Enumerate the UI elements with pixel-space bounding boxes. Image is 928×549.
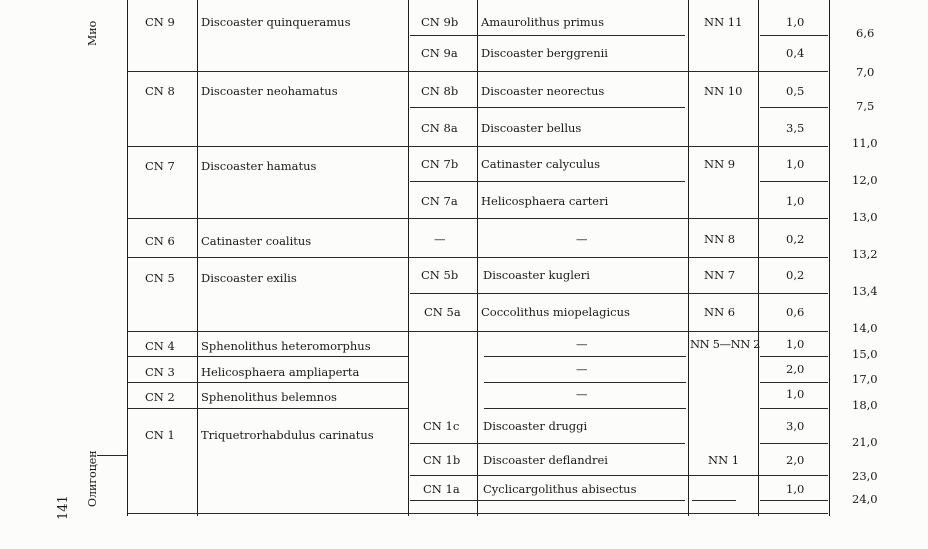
age-value: 23,0 — [852, 469, 878, 483]
subzone-marker: Discoaster kugleri — [483, 268, 590, 282]
subzone-code: CN 5b — [421, 268, 459, 282]
duration: 2,0 — [786, 453, 805, 467]
cn-zone: CN 5 — [145, 271, 175, 285]
duration: 3,0 — [786, 419, 805, 433]
duration: 1,0 — [786, 157, 805, 171]
subzone-marker: Discoaster berggrenii — [481, 46, 608, 60]
age-value: 11,0 — [852, 136, 878, 150]
column-rule — [127, 0, 128, 516]
duration: 0,2 — [786, 232, 805, 246]
subzone-marker: — — [576, 232, 588, 246]
row-rule — [484, 356, 686, 357]
duration: 0,5 — [786, 84, 805, 98]
cn-zone: CN 2 — [145, 390, 175, 404]
age-value: 24,0 — [852, 492, 878, 506]
row-rule — [128, 356, 408, 357]
row-rule — [410, 500, 685, 501]
cn-zone-marker: Triquetrorhabdulus carinatus — [201, 428, 374, 442]
age-value: 7,0 — [856, 65, 875, 79]
cn-zone: CN 3 — [145, 365, 175, 379]
row-rule — [410, 293, 828, 294]
column-rule — [408, 0, 409, 516]
cn-zone-marker: Sphenolithus heteromorphus — [201, 339, 371, 353]
row-rule — [760, 356, 828, 357]
column-rule — [688, 0, 689, 516]
row-rule — [760, 382, 828, 383]
subzone-marker: Catinaster calyculus — [481, 157, 601, 171]
duration: 1,0 — [786, 194, 805, 208]
cn-zone-marker: Discoaster quinqueramus — [201, 15, 351, 29]
epoch-label-oligocene: Олигоцен — [86, 450, 99, 507]
column-rule — [758, 0, 759, 516]
row-rule — [760, 408, 828, 409]
duration: 2,0 — [786, 362, 805, 376]
row-rule — [410, 107, 685, 108]
subzone-marker: Helicosphaera carteri — [481, 194, 609, 208]
nn-zone: NN 7 — [704, 268, 736, 282]
row-rule — [128, 218, 828, 219]
subzone-marker: Discoaster bellus — [481, 121, 582, 135]
subzone-code: CN 7a — [421, 194, 458, 208]
cn-zone-marker: Discoaster neohamatus — [201, 84, 338, 98]
row-rule — [760, 181, 828, 182]
duration: 0,2 — [786, 268, 805, 282]
subzone-code: CN 9a — [421, 46, 458, 60]
duration: 1,0 — [786, 387, 805, 401]
row-rule — [410, 181, 685, 182]
row-rule — [760, 443, 828, 444]
row-rule — [410, 475, 828, 476]
subzone-marker: — — [576, 337, 588, 351]
row-rule — [128, 146, 828, 147]
subzone-marker: Cyclicargolithus abisectus — [483, 482, 637, 496]
subzone-code: CN 1c — [423, 419, 460, 433]
subzone-marker: — — [576, 387, 588, 401]
age-value: 14,0 — [852, 321, 878, 335]
subzone-code: — — [434, 232, 446, 246]
duration: 1,0 — [786, 15, 805, 29]
row-rule — [128, 257, 828, 258]
subzone-code: CN 1a — [423, 482, 460, 496]
epoch-boundary — [97, 455, 127, 456]
nn-zone: NN 11 — [704, 15, 743, 29]
nn-zone: NN 1 — [708, 453, 740, 467]
cn-zone: CN 4 — [145, 339, 175, 353]
row-rule — [692, 500, 736, 501]
duration: 0,6 — [786, 305, 805, 319]
subzone-marker: Discoaster deflandrei — [483, 453, 608, 467]
cn-zone: CN 7 — [145, 159, 175, 173]
duration: 1,0 — [786, 482, 805, 496]
nn-zone: NN 6 — [704, 305, 736, 319]
row-rule — [128, 331, 828, 332]
nn-zone: NN 8 — [704, 232, 736, 246]
duration: 3,5 — [786, 121, 805, 135]
subzone-code: CN 8a — [421, 121, 458, 135]
cn-zone: CN 8 — [145, 84, 175, 98]
cn-zone-marker: Discoaster exilis — [201, 271, 297, 285]
row-rule — [484, 382, 686, 383]
row-rule — [410, 443, 685, 444]
column-rule — [477, 0, 478, 516]
age-value: 21,0 — [852, 435, 878, 449]
cn-zone-marker: Catinaster coalitus — [201, 234, 312, 248]
page-number: 141 — [56, 495, 71, 520]
row-rule — [128, 513, 828, 514]
row-rule — [410, 35, 685, 36]
nn-zone: NN 5—NN 2 — [690, 337, 761, 351]
cn-zone-marker: Sphenolithus belemnos — [201, 390, 337, 404]
subzone-marker: Coccolithus miopelagicus — [481, 305, 630, 319]
column-rule — [829, 0, 830, 516]
age-value: 7,5 — [856, 99, 875, 113]
epoch-label-miocene: Мио — [86, 20, 99, 46]
subzone-code: CN 5a — [424, 305, 461, 319]
nn-zone: NN 9 — [704, 157, 736, 171]
subzone-marker: — — [576, 362, 588, 376]
row-rule — [484, 408, 686, 409]
cn-zone: CN 9 — [145, 15, 175, 29]
subzone-marker: Amaurolithus primus — [481, 15, 604, 29]
subzone-code: CN 1b — [423, 453, 461, 467]
age-value: 18,0 — [852, 398, 878, 412]
row-rule — [128, 408, 408, 409]
row-rule — [760, 107, 828, 108]
duration: 0,4 — [786, 46, 805, 60]
cn-zone: CN 1 — [145, 428, 175, 442]
age-value: 12,0 — [852, 173, 878, 187]
row-rule — [760, 35, 828, 36]
row-rule — [760, 500, 828, 501]
subzone-code: CN 7b — [421, 157, 459, 171]
subzone-marker: Discoaster druggi — [483, 419, 588, 433]
row-rule — [128, 382, 408, 383]
cn-zone-marker: Discoaster hamatus — [201, 159, 317, 173]
age-value: 15,0 — [852, 347, 878, 361]
row-rule — [128, 71, 828, 72]
cn-zone: CN 6 — [145, 234, 175, 248]
subzone-marker: Discoaster neorectus — [481, 84, 605, 98]
column-rule — [197, 0, 198, 516]
age-value: 6,6 — [856, 26, 875, 40]
age-value: 17,0 — [852, 372, 878, 386]
nn-zone: NN 10 — [704, 84, 743, 98]
cn-zone-marker: Helicosphaera ampliaperta — [201, 365, 360, 379]
age-value: 13,2 — [852, 247, 878, 261]
duration: 1,0 — [786, 337, 805, 351]
subzone-code: CN 8b — [421, 84, 459, 98]
age-value: 13,4 — [852, 284, 878, 298]
subzone-code: CN 9b — [421, 15, 459, 29]
age-value: 13,0 — [852, 210, 878, 224]
